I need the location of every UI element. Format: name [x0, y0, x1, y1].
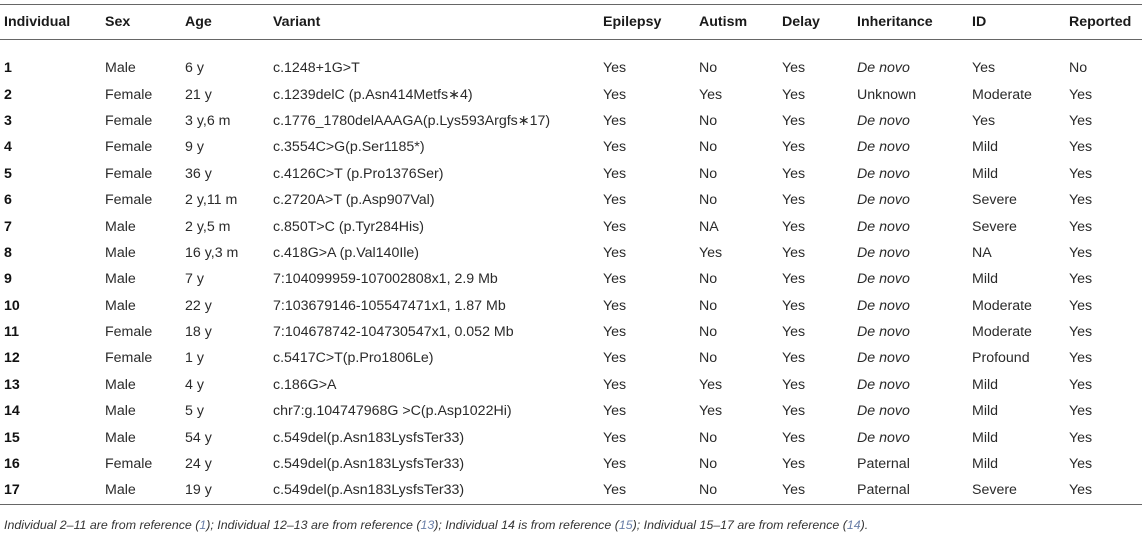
cell-age: 7 y	[185, 271, 204, 288]
cell-reported: Yes	[1069, 139, 1093, 156]
table-row	[0, 398, 1142, 424]
cell-individual: 2	[4, 86, 12, 103]
table-row	[0, 451, 1142, 477]
cell-inheritance: De novo	[857, 324, 910, 341]
cell-individual: 3	[4, 112, 12, 129]
cell-id: Severe	[972, 218, 1017, 235]
cell-age: 22 y	[185, 297, 212, 314]
table-body	[0, 40, 1142, 505]
cell-id: Yes	[972, 112, 996, 129]
cell-variant: 7:104099959-107002808x1, 2.9 Mb	[273, 271, 498, 288]
cell-delay: Yes	[782, 297, 806, 314]
cell-age: 16 y,3 m	[185, 244, 239, 261]
cell-epilepsy: Yes	[603, 218, 627, 235]
cell-sex: Male	[105, 297, 136, 314]
cell-sex: Female	[105, 456, 153, 473]
cell-sex: Female	[105, 112, 153, 129]
cell-id: Mild	[972, 271, 999, 288]
cell-id: Profound	[972, 350, 1030, 367]
cell-individual: 6	[4, 192, 12, 209]
cell-epilepsy: Yes	[603, 165, 627, 182]
header-spacer	[0, 40, 1142, 56]
cell-id: Moderate	[972, 86, 1032, 103]
cell-epilepsy: Yes	[603, 112, 627, 129]
cell-delay: Yes	[782, 218, 806, 235]
cell-autism: No	[699, 350, 718, 367]
cell-autism: No	[699, 429, 718, 446]
cell-autism: No	[699, 271, 718, 288]
header-epilepsy: Epilepsy	[599, 5, 695, 40]
cell-autism: NA	[699, 218, 719, 235]
cell-id: Mild	[972, 139, 999, 156]
cell-variant: c.850T>C (p.Tyr284His)	[273, 218, 424, 235]
cell-age: 54 y	[185, 429, 212, 446]
cell-epilepsy: Yes	[603, 271, 627, 288]
cell-id: Mild	[972, 429, 999, 446]
cell-epilepsy: Yes	[603, 244, 627, 261]
cell-inheritance: De novo	[857, 165, 910, 182]
cell-inheritance: De novo	[857, 271, 910, 288]
cell-individual: 5	[4, 165, 12, 182]
cell-id: Mild	[972, 456, 999, 473]
cell-delay: Yes	[782, 376, 806, 393]
cell-sex: Male	[105, 403, 136, 420]
cell-id: NA	[972, 244, 992, 261]
cell-sex: Male	[105, 244, 136, 261]
cell-autism: No	[699, 324, 718, 341]
cell-id: Mild	[972, 403, 999, 420]
footnote-text-1: Individual 2–11 are from reference (	[4, 518, 200, 532]
header-autism: Autism	[695, 5, 778, 40]
table-footnote	[4, 518, 868, 532]
cell-delay: Yes	[782, 350, 806, 367]
cell-variant: c.549del(p.Asn183LysfsTer33)	[273, 456, 465, 473]
cell-delay: Yes	[782, 456, 806, 473]
cell-inheritance: De novo	[857, 403, 910, 420]
header-individual: Individual	[0, 5, 101, 40]
cell-variant: c.1776_1780delAAAGA(p.Lys593Argfs∗17)	[273, 112, 551, 129]
cell-individual: 16	[4, 456, 20, 473]
cell-id: Mild	[972, 376, 999, 393]
cell-reported: Yes	[1069, 271, 1093, 288]
cell-sex: Male	[105, 429, 136, 446]
cell-sex: Male	[101, 477, 181, 504]
cell-epilepsy: Yes	[603, 192, 627, 209]
cell-inheritance: Paternal	[857, 456, 910, 473]
cell-variant: c.549del(p.Asn183LysfsTer33)	[269, 477, 599, 504]
cell-variant: 7:104678742-104730547x1, 0.052 Mb	[273, 324, 514, 341]
cell-reported: Yes	[1069, 192, 1093, 209]
cell-individual: 9	[4, 271, 12, 288]
cell-individual: 8	[4, 244, 12, 261]
cell-inheritance: De novo	[857, 350, 910, 367]
cell-id: Moderate	[972, 297, 1032, 314]
cell-age: 5 y	[185, 403, 204, 420]
cell-epilepsy: Yes	[599, 477, 695, 504]
header-id: ID	[968, 5, 1065, 40]
table-row	[0, 424, 1142, 450]
cell-individual: 12	[4, 350, 20, 367]
table-row	[0, 161, 1142, 187]
cell-variant: c.549del(p.Asn183LysfsTer33)	[273, 429, 465, 446]
cell-reported: Yes	[1069, 165, 1093, 182]
cell-inheritance: Paternal	[853, 477, 968, 504]
cell-sex: Male	[105, 60, 136, 77]
cell-delay: Yes	[782, 139, 806, 156]
cell-epilepsy: Yes	[603, 297, 627, 314]
cell-sex: Male	[105, 218, 136, 235]
header-delay: Delay	[778, 5, 853, 40]
cell-age: 19 y	[181, 477, 269, 504]
cell-age: 2 y,11 m	[185, 192, 238, 209]
header-reported: Reported	[1065, 5, 1142, 40]
cell-sex: Female	[105, 350, 153, 367]
cell-reported: Yes	[1069, 350, 1093, 367]
cell-age: 36 y	[185, 165, 212, 182]
table-row	[0, 55, 1142, 81]
cell-individual: 17	[0, 477, 101, 504]
cell-individual: 13	[4, 376, 20, 393]
cell-epilepsy: Yes	[603, 60, 627, 77]
cell-sex: Female	[105, 192, 153, 209]
cell-epilepsy: Yes	[603, 403, 627, 420]
cell-variant: c.2720A>T (p.Asp907Val)	[273, 192, 435, 209]
cell-variant: c.5417C>T(p.Pro1806Le)	[273, 350, 434, 367]
cell-individual: 4	[4, 139, 12, 156]
footnote-ref-13[interactable]: 13	[420, 518, 435, 532]
cell-reported: No	[1069, 60, 1088, 77]
table-row	[0, 477, 1142, 504]
cell-variant: c.1239delC (p.Asn414Metfs∗4)	[273, 86, 473, 103]
cell-epilepsy: Yes	[603, 456, 627, 473]
cell-autism: No	[699, 456, 718, 473]
cell-autism: No	[699, 112, 718, 129]
cell-inheritance: De novo	[857, 244, 910, 261]
cell-delay: Yes	[782, 429, 806, 446]
table-row	[0, 240, 1142, 266]
cell-variant: c.186G>A	[273, 376, 337, 393]
cell-age: 4 y	[185, 376, 204, 393]
patient-variant-table	[0, 4, 1142, 505]
cell-individual: 10	[4, 297, 20, 314]
cell-epilepsy: Yes	[603, 139, 627, 156]
cell-epilepsy: Yes	[603, 376, 627, 393]
cell-age: 6 y	[185, 60, 204, 77]
cell-inheritance: Unknown	[857, 86, 917, 103]
cell-delay: Yes	[782, 165, 806, 182]
cell-delay: Yes	[782, 192, 806, 209]
header-age: Age	[181, 5, 269, 40]
table-row	[0, 319, 1142, 345]
cell-autism: No	[699, 139, 718, 156]
cell-sex: Male	[105, 376, 136, 393]
cell-reported: Yes	[1069, 376, 1093, 393]
cell-sex: Female	[105, 324, 153, 341]
table-header	[0, 5, 1142, 40]
table-row	[0, 345, 1142, 371]
cell-delay: Yes	[782, 403, 806, 420]
cell-autism: No	[695, 477, 778, 504]
cell-id: Moderate	[972, 324, 1032, 341]
table-row	[0, 134, 1142, 160]
cell-delay: Yes	[782, 244, 806, 261]
cell-individual: 1	[4, 60, 12, 77]
cell-autism: Yes	[699, 86, 723, 103]
cell-reported: Yes	[1069, 324, 1093, 341]
table-row	[0, 372, 1142, 398]
cell-age: 1 y	[185, 350, 204, 367]
cell-id: Severe	[968, 477, 1065, 504]
cell-age: 9 y	[185, 139, 204, 156]
cell-reported: Yes	[1069, 244, 1093, 261]
footnote-text-2: ); Individual 12–13 are from reference (	[206, 518, 421, 532]
cell-inheritance: De novo	[857, 429, 910, 446]
cell-reported: Yes	[1069, 86, 1093, 103]
table-row	[0, 187, 1142, 213]
cell-sex: Male	[105, 271, 136, 288]
table-row	[0, 293, 1142, 319]
cell-autism: No	[699, 60, 718, 77]
cell-individual: 14	[4, 403, 20, 420]
cell-autism: Yes	[699, 403, 723, 420]
cell-delay: Yes	[782, 112, 806, 129]
cell-autism: No	[699, 192, 718, 209]
cell-age: 18 y	[185, 324, 212, 341]
cell-inheritance: De novo	[857, 60, 910, 77]
cell-age: 21 y	[185, 86, 212, 103]
cell-age: 3 y,6 m	[185, 112, 231, 129]
cell-reported: Yes	[1069, 456, 1093, 473]
cell-inheritance: De novo	[857, 376, 910, 393]
cell-inheritance: De novo	[857, 112, 910, 129]
header-variant: Variant	[269, 5, 599, 40]
table-row	[0, 213, 1142, 239]
cell-epilepsy: Yes	[603, 324, 627, 341]
cell-id: Yes	[972, 60, 996, 77]
cell-variant: chr7:g.104747968G >C(p.Asp1022Hi)	[273, 403, 512, 420]
cell-inheritance: De novo	[857, 218, 910, 235]
table-row	[0, 108, 1142, 134]
footnote-ref-1[interactable]: 1	[199, 518, 207, 532]
footnote-text-3: ); Individual 14 is from reference (	[434, 518, 619, 532]
cell-variant: c.4126C>T (p.Pro1376Ser)	[273, 165, 444, 182]
footnote-ref-14[interactable]: 14	[846, 518, 861, 532]
cell-individual: 15	[4, 429, 20, 446]
cell-sex: Female	[105, 165, 153, 182]
footnote-text-4: ); Individual 15–17 are from reference (	[632, 518, 847, 532]
cell-individual: 11	[4, 324, 19, 341]
cell-variant: c.1248+1G>T	[273, 60, 360, 77]
cell-reported: Yes	[1069, 429, 1093, 446]
cell-reported: Yes	[1069, 218, 1093, 235]
cell-epilepsy: Yes	[603, 350, 627, 367]
cell-sex: Female	[105, 86, 153, 103]
table-row	[0, 266, 1142, 292]
footnote-text-5: ).	[860, 518, 869, 532]
cell-autism: No	[699, 165, 718, 182]
cell-autism: Yes	[699, 244, 723, 261]
cell-variant: c.3554C>G(p.Ser1185*)	[273, 139, 425, 156]
cell-delay: Yes	[782, 271, 806, 288]
cell-delay: Yes	[782, 60, 806, 77]
cell-delay: Yes	[782, 324, 806, 341]
cell-autism: No	[699, 297, 718, 314]
header-sex: Sex	[101, 5, 181, 40]
cell-autism: Yes	[699, 376, 723, 393]
cell-reported: Yes	[1065, 477, 1142, 504]
cell-inheritance: De novo	[857, 192, 910, 209]
cell-age: 24 y	[185, 456, 212, 473]
cell-inheritance: De novo	[857, 139, 910, 156]
cell-sex: Female	[105, 139, 153, 156]
cell-delay: Yes	[782, 86, 806, 103]
cell-reported: Yes	[1069, 403, 1093, 420]
header-row	[0, 5, 1142, 40]
cell-individual: 7	[4, 218, 12, 235]
cell-variant: c.418G>A (p.Val140Ile)	[273, 244, 420, 261]
cell-age: 2 y,5 m	[185, 218, 231, 235]
cell-id: Severe	[972, 192, 1017, 209]
cell-reported: Yes	[1069, 297, 1093, 314]
cell-id: Mild	[972, 165, 999, 182]
cell-variant: 7:103679146-105547471x1, 1.87 Mb	[273, 297, 506, 314]
cell-epilepsy: Yes	[603, 429, 627, 446]
header-inheritance: Inheritance	[853, 5, 968, 40]
cell-delay: Yes	[778, 477, 853, 504]
cell-epilepsy: Yes	[603, 86, 627, 103]
footnote-ref-15[interactable]: 15	[618, 518, 633, 532]
cell-reported: Yes	[1069, 112, 1093, 129]
table-row	[0, 81, 1142, 107]
cell-inheritance: De novo	[857, 297, 910, 314]
